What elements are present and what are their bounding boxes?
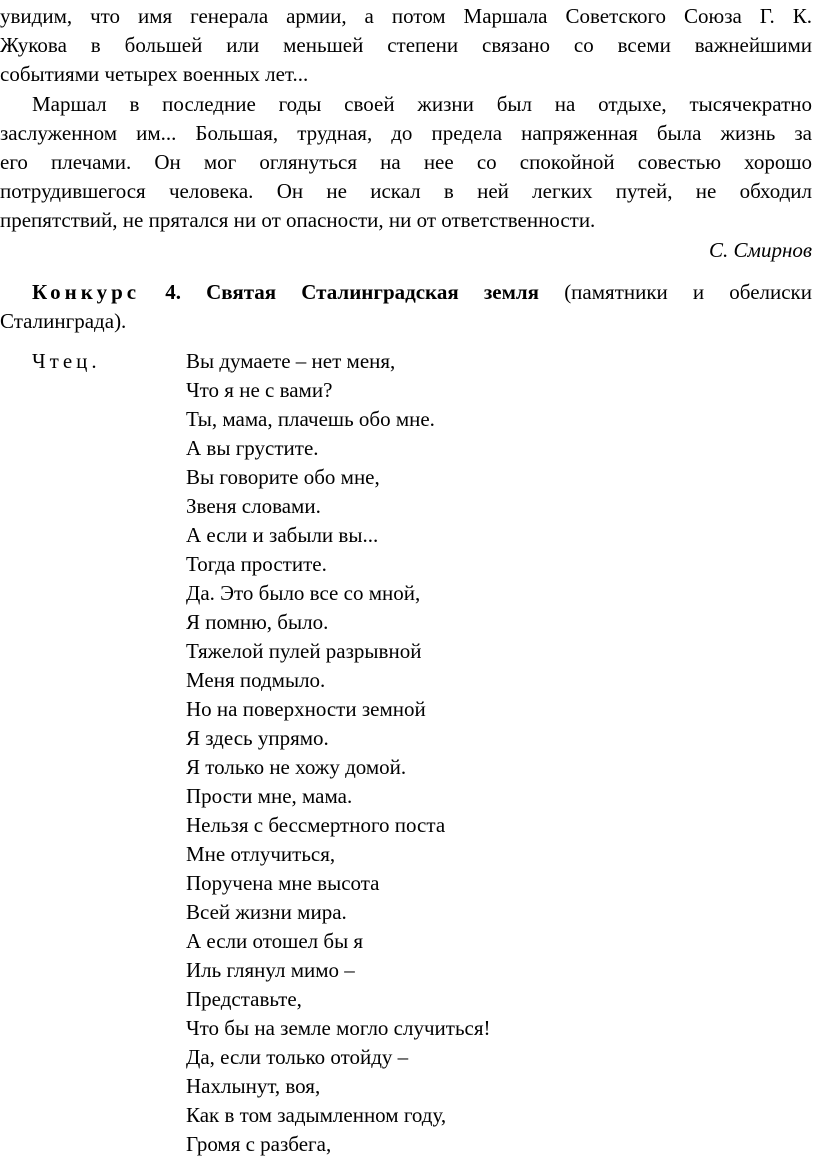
contest-label: Конкурс — [32, 280, 141, 304]
poem-line: Прости мне, мама. — [186, 784, 353, 808]
poem-line: Я только не хожу домой. — [186, 755, 407, 779]
text-line: потрудившегося человека. Он не искал в ней легких путей, не обходил — [0, 179, 812, 203]
poem-line: Но на поверхности земной — [186, 697, 426, 721]
poem-line: Да. Это было все со мной, — [186, 581, 421, 605]
poem-line: Мне отлучиться, — [186, 842, 336, 866]
author-signature: С. Смирнов — [709, 238, 812, 262]
text-line: Маршал в последние годы своей жизни был на отдыхе, тысячекратно — [32, 92, 812, 116]
poem-line: Ты, мама, плачешь обо мне. — [186, 407, 435, 431]
text-line: увидим, что имя генерала армии, а потом Маршала Советского Союза Г. К. — [0, 4, 812, 28]
poem-line: Как в том задымленном году, — [186, 1103, 447, 1127]
poem-line: Нахлынут, воя, — [186, 1074, 321, 1098]
poem-line: Представьте, — [186, 987, 302, 1011]
text-line: событиями четырех военных лет... — [0, 62, 309, 86]
paragraph-marshal — [0, 90, 812, 235]
poem — [186, 347, 491, 1159]
poem-line: Всей жизни мира. — [186, 900, 347, 924]
contest-description-cont: Сталинграда). — [0, 309, 127, 333]
poem-line: Вы говорите обо мне, — [186, 465, 380, 489]
poem-line: Да, если только отойду – — [186, 1045, 409, 1069]
paragraph-continuation — [0, 2, 812, 89]
poem-line: Тяжелой пулей разрывной — [186, 639, 422, 663]
poem-line: А если и забыли вы... — [186, 523, 379, 547]
text-line: препятствий, не прятался ни от опасности, ни от ответственности. — [0, 208, 596, 232]
poem-line: Звеня словами. — [186, 494, 321, 518]
poem-line: Иль глянул мимо – — [186, 958, 355, 982]
poem-line: Вы думаете – нет меня, — [186, 349, 396, 373]
contest-title: 4. Святая Сталинградская земля — [165, 280, 540, 304]
poem-line: А если отошел бы я — [186, 929, 364, 953]
contest-heading — [0, 278, 812, 336]
text-line: его плечами. Он мог оглянуться на нее со спокойной совестью хорошо — [0, 150, 812, 174]
poem-line: А вы грустите. — [186, 436, 319, 460]
poem-line: Что бы на земле могло случиться! — [186, 1016, 491, 1040]
poem-line: Громя с разбега, — [186, 1132, 332, 1156]
poem-line: Что я не с вами? — [186, 378, 333, 402]
reader-label: Чтец. — [32, 349, 101, 373]
text-line: Жукова в большей или меньшей степени связано со всеми важнейшими — [0, 33, 812, 57]
poem-line: Поручена мне высота — [186, 871, 380, 895]
contest-line — [0, 278, 812, 307]
poem-line: Нельзя с бессмертного поста — [186, 813, 446, 837]
text-line: заслуженном им... Большая, трудная, до предела напряженная была жизнь за — [0, 121, 812, 145]
contest-description: (памятники и обелиски — [564, 280, 812, 304]
poem-line: Я здесь упрямо. — [186, 726, 329, 750]
poem-line: Тогда простите. — [186, 552, 327, 576]
poem-line: Меня подмыло. — [186, 668, 326, 692]
poem-line: Я помню, было. — [186, 610, 329, 634]
